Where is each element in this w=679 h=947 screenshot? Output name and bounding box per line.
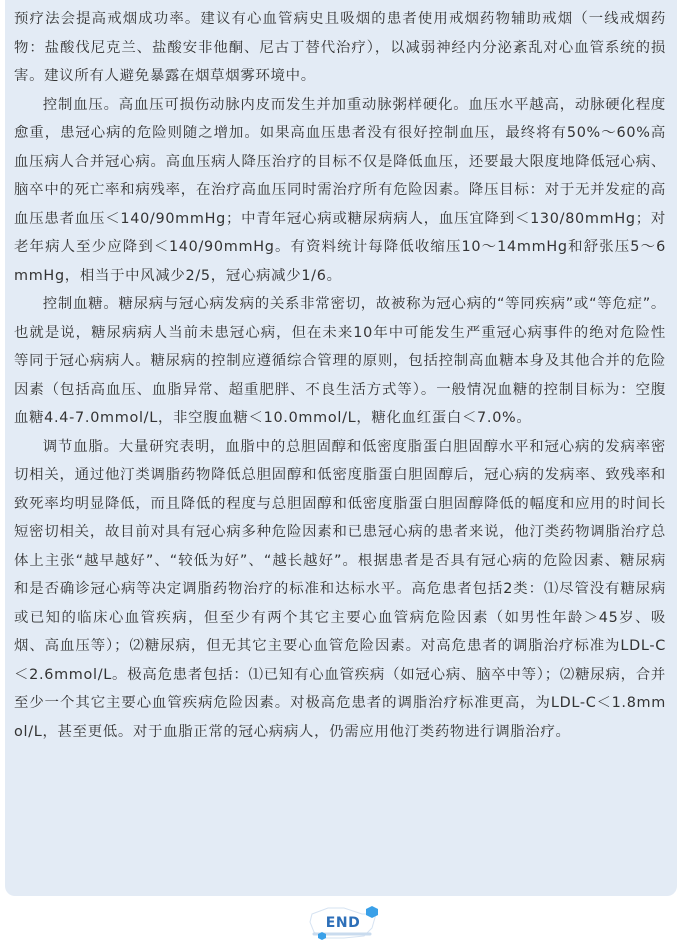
paragraph-blood-lipids: 调节血脂。大量研究表明，血脂中的总胆固醇和低密度脂蛋白胆固醇水平和冠心病的发病率密切相关，通过他汀类调脂药物降低总胆固醇和低密度脂蛋白胆固醇后，冠心病的发病率、致残率和致死率均明显降低，而且降低的程度与总胆固醇和低密度脂蛋白胆固醇降低的幅度和应用的时间长短密切相关，故目前对具有冠心病多种危险因素和已患冠心病的患者来说，他汀类药物调脂治疗总体上主张“越早越好”、“较低为好”、“越长越好”。根据患者是否具有冠心病的危险因素、糖尿病和是否确诊冠心病等决定调脂药物治疗的标准和达标水平。高危患者包括2类：⑴尽管没有糖尿病或已知的临床心血管疾病，但至少有两个其它主要心血管病危险因素（如男性年龄＞45岁、吸烟、高血压等）；⑵糖尿病，但无其它主要心血管危险因素。对高危患者的调脂治疗标准为LDL-C＜2.6mmol/L。极高危患者包括：⑴已知有心血管疾病（如冠心病、脑卒中等）；⑵糖尿病，合并至少一个其它主要心血管疾病危险因素。对极高危患者的调脂治疗标准更高，为LDL-C＜1.8mmol/L，甚至更低。对于血脂正常的冠心病病人，仍需应用他汀类药物进行调脂治疗。	[14, 438, 666, 740]
paragraph-blood-pressure: 控制血压。高血压可损伤动脉内皮而发生并加重动脉粥样硬化。血压水平越高，动脉硬化程度愈重，患冠心病的危险则随之增加。如果高血压患者没有很好控制血压，最终将有50%～60%高血压病人合并冠心病。高血压病人降压治疗的目标不仅是降低血压，还要最大限度地降低冠心病、脑卒中的死亡率和病残率，在治疗高血压同时需治疗所有危险因素。降压目标：对于无并发症的高血压患者血压＜140/90mmHg；中青年冠心病或糖尿病病人，血压宜降到＜130/80mmHg；对老年病人至少应降到＜140/90mmHg。有资料统计每降低收缩压10～14mmHg和舒张压5～6mmHg，相当于中风减少2/5，冠心病减少1/6。	[14, 96, 666, 284]
paragraph-smoking-cessation: 预疗法会提高戒烟成功率。建议有心血管病史且吸烟的患者使用戒烟药物辅助戒烟（一线戒烟药物：盐酸伐尼克兰、盐酸安非他酮、尼古丁替代治疗），以减弱神经内分泌紊乱对心血管系统的损害。建议所有人避免暴露在烟草烟雾环境中。	[14, 11, 666, 84]
end-marker	[304, 906, 384, 942]
end-label: END	[325, 915, 361, 931]
paragraph-blood-glucose: 控制血糖。糖尿病与冠心病发病的关系非常密切，故被称为冠心病的“等同疾病”或“等危症”。也就是说，糖尿病病人当前未患冠心病，但在未来10年中可能发生严重冠心病事件的绝对危险性等同于冠心病病人。糖尿病的控制应遵循综合管理的原则，包括控制高血糖本身及其他合并的危险因素（包括高血压、血脂异常、超重肥胖、不良生活方式等）。一般情况血糖的控制目标为：空腹血糖4.4-7.0mmol/L，非空腹血糖＜10.0mmol/L，糖化血红蛋白＜7.0%。	[14, 296, 666, 426]
article-card	[5, 0, 677, 896]
